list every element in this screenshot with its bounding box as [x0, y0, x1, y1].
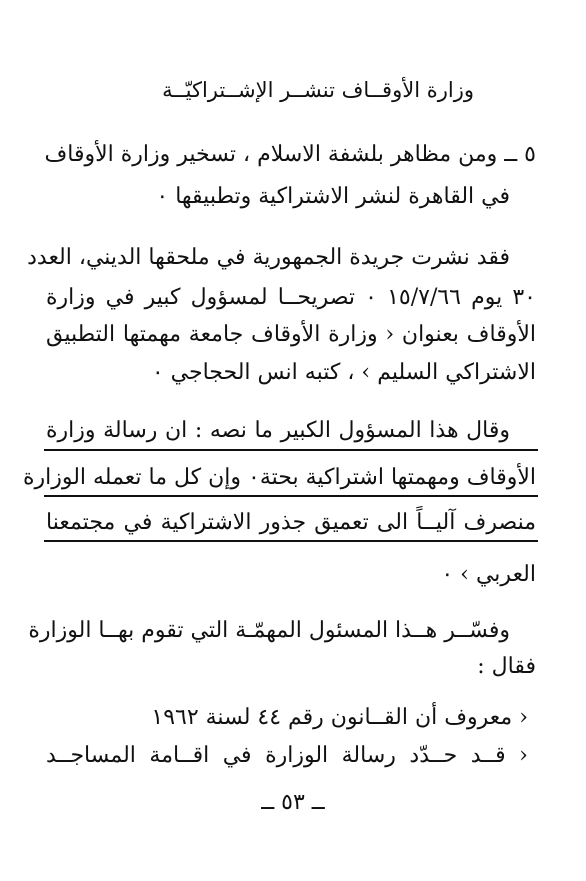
- body-line-13: ‹ معروف أن القــانون رقم ٤٤ لسنة ١٩٦٢: [151, 705, 528, 730]
- page-number: ــ ٥٣ ــ: [261, 790, 325, 815]
- running-header: وزارة الأوقــاف تنشــر الإشــتراكيّــة: [162, 78, 474, 102]
- body-line-2: في القاهرة لنشر الاشتراكية وتطبيقها ٠: [156, 184, 510, 209]
- body-line-14: ‹ قــد حــدّد رسالة الوزارة في اقــامة المساجــد: [46, 743, 528, 768]
- underline-2: [44, 495, 538, 497]
- body-line-7: وقال هذا المسؤول الكبير ما نصه : ان رسالة وزارة: [46, 418, 510, 443]
- body-line-5: الأوقاف بعنوان ‹ وزارة الأوقاف جامعة مهمتها التطبيق: [46, 322, 536, 347]
- body-line-11: وفسّــر هــذا المسئول المهمّـة التي تقوم بهــا الوزارة: [28, 618, 510, 643]
- underline-1: [44, 449, 538, 451]
- body-line-8: الأوقاف ومهمتها اشتراكية بحتة٠ وإن كل ما تعمله الوزارة: [22, 465, 536, 490]
- body-line-3: فقد نشرت جريدة الجمهورية في ملحقها الديني، العدد: [27, 245, 510, 270]
- underline-3: [44, 540, 538, 542]
- body-line-1: ٥ ــ ومن مظاهر بلشفة الاسلام ، تسخير وزارة الأوقاف: [44, 142, 536, 167]
- body-line-9: منصرف آليــاً الى تعميق جذور الاشتراكية في مجتمعنا: [46, 510, 536, 535]
- body-line-12: فقال :: [477, 654, 536, 679]
- body-line-4: ٣٠ يوم ١٥/٧/٦٦ ٠ تصريحــا لمسؤول كبير في وزارة: [46, 285, 536, 310]
- body-line-6: الاشتراكي السليم › ، كتبه انس الحجاجي ٠: [151, 360, 536, 385]
- body-line-10: العربي › ٠: [441, 562, 536, 587]
